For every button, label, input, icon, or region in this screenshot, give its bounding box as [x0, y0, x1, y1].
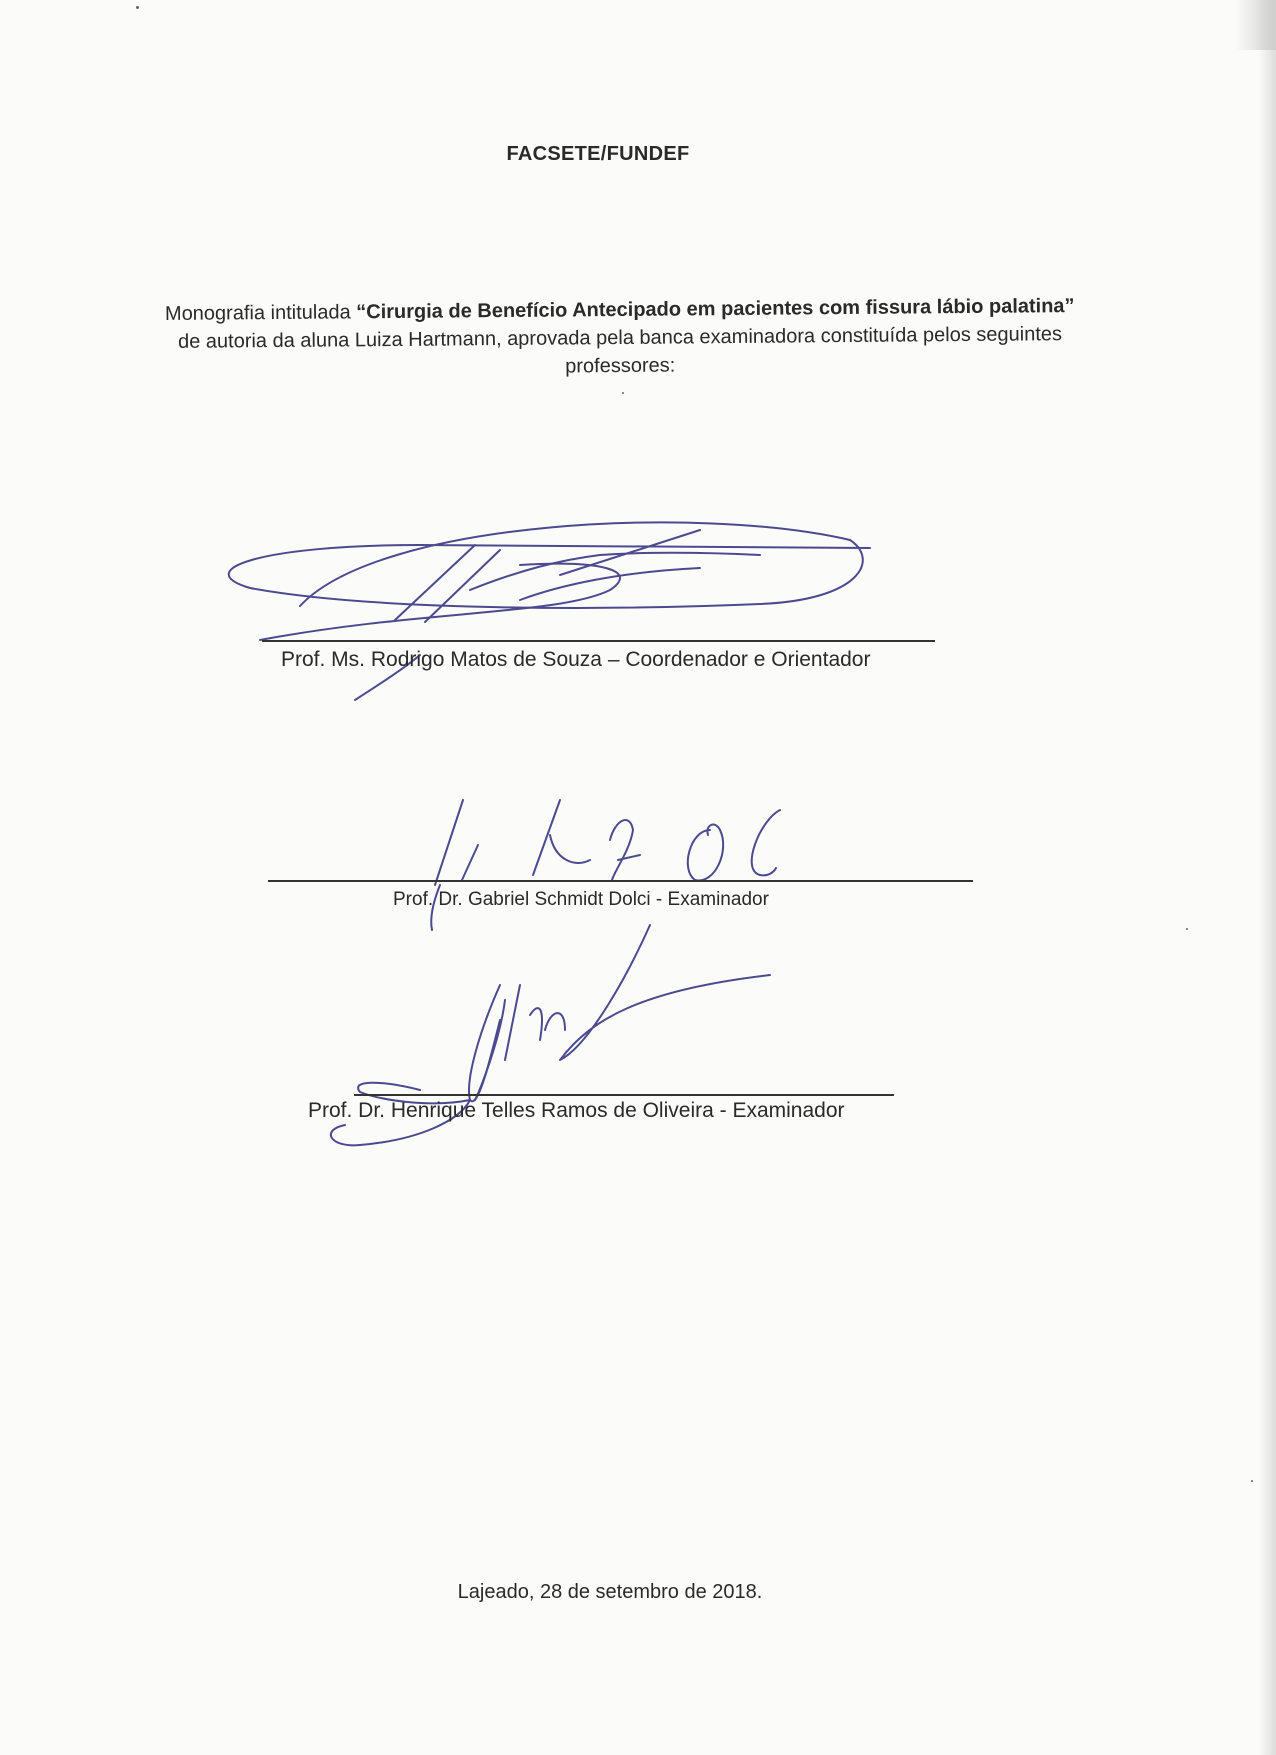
examiner-3-label: Prof. Dr. Henrique Telles Ramos de Oliveira - Examinador [308, 1099, 845, 1122]
scan-speck [1251, 1480, 1253, 1482]
place-and-date: Lajeado, 28 de setembro de 2018. [457, 1581, 763, 1603]
scanned-page-edge [1258, 0, 1276, 1755]
scan-speck [136, 6, 139, 9]
institution-heading: FACSETE/FUNDEF [506, 143, 690, 165]
monograph-title: “Cirurgia de Benefício Antecipado em pacientes com fissura lábio palatina” [356, 295, 1075, 324]
scanned-page-corner-shadow [1236, 0, 1276, 50]
scan-speck [1186, 928, 1188, 930]
examiner-1-label: Prof. Ms. Rodrigo Matos de Souza – Coordenador e Orientador [281, 648, 871, 671]
signature-line-1 [262, 640, 935, 642]
approval-prefix: Monografia intitulada [164, 301, 357, 325]
approval-statement [160, 292, 1081, 384]
examiner-2-label: Prof. Dr. Gabriel Schmidt Dolci - Examinador [393, 889, 769, 910]
scan-speck [622, 392, 624, 394]
signature-line-2 [268, 880, 973, 882]
signature-line-3 [354, 1094, 894, 1096]
approval-suffix: de autoria da aluna Luiza Hartmann, aprovada pela banca examinadora constituída pelos seguintes professores: [177, 323, 1063, 378]
